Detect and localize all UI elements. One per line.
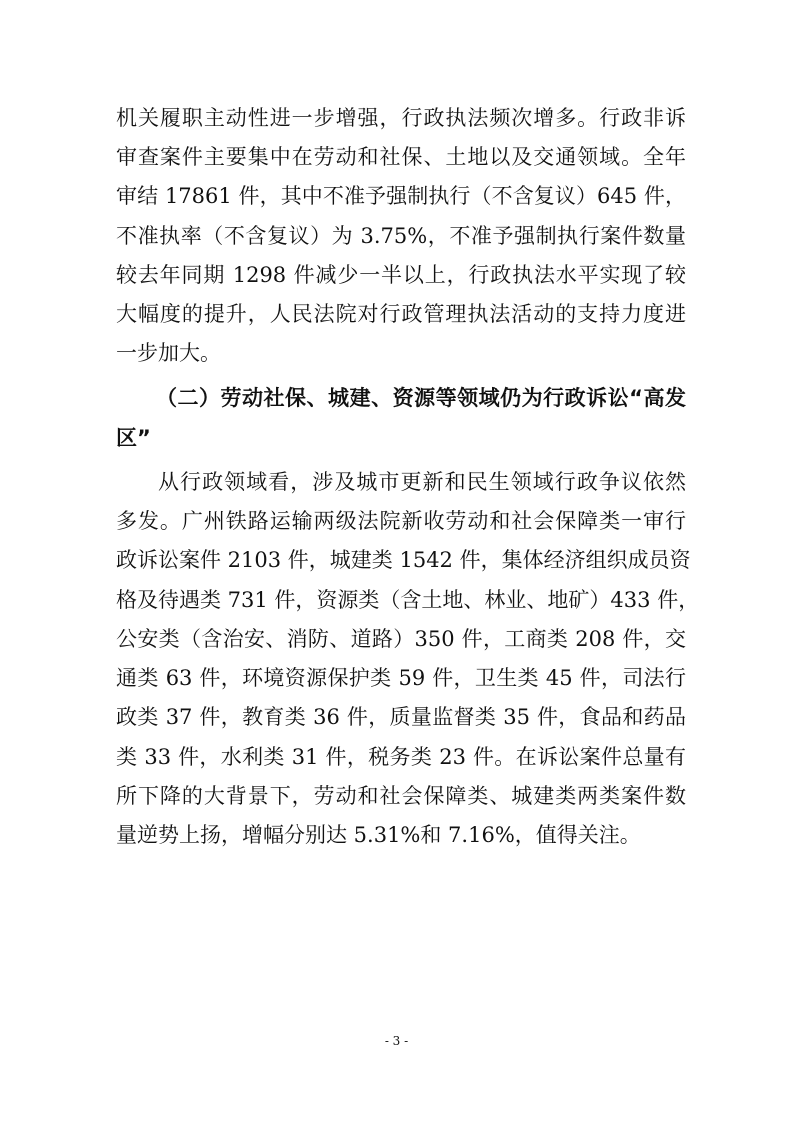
paragraph-1-line-5: 较去年同期 1298 件减少一半以上，行政执法水平实现了较: [116, 263, 686, 287]
paragraph-2-line-1: 从行政领域看，涉及城市更新和民生领域行政争议依然: [158, 470, 686, 494]
paragraph-2-line-5: 公安类（含治安、消防、道路）350 件，工商类 208 件，交: [116, 627, 686, 651]
paragraph-1-line-2: 审查案件主要集中在劳动和社保、土地以及交通领域。全年: [116, 145, 686, 169]
paragraph-1-line-7: 一步加大。: [116, 341, 221, 365]
paragraph-2-line-3: 政诉讼案件 2103 件，城建类 1542 件，集体经济组织成员资: [116, 548, 691, 572]
paragraph-2-line-2: 多发。广州铁路运输两级法院新收劳动和社会保障类一审行: [116, 509, 686, 533]
paragraph-1-line-6: 大幅度的提升，人民法院对行政管理执法活动的支持力度进: [116, 302, 686, 326]
paragraph-2-line-8: 类 33 件，水利类 31 件，税务类 23 件。在诉讼案件总量有: [116, 745, 686, 769]
section-heading-line-1: （二）劳动社保、城建、资源等领域仍为行政诉讼“高发: [156, 386, 686, 410]
paragraph-2-line-7: 政类 37 件，教育类 36 件，质量监督类 35 件，食品和药品: [116, 705, 686, 729]
paragraph-1-line-1: 机关履职主动性进一步增强，行政执法频次增多。行政非诉: [116, 106, 686, 130]
page-number: - 3 -: [384, 1034, 409, 1048]
paragraph-1-line-3: 审结 17861 件，其中不准予强制执行（不含复议）645 件，: [116, 184, 686, 208]
paragraph-2-line-10: 量逆势上扬，增幅分别达 5.31%和 7.16%，值得关注。: [116, 823, 641, 847]
paragraph-2-line-6: 通类 63 件，环境资源保护类 59 件，卫生类 45 件，司法行: [116, 666, 686, 690]
paragraph-2-line-9: 所下降的大背景下，劳动和社会保障类、城建类两类案件数: [116, 784, 686, 808]
paragraph-1-line-4: 不准执率（不含复议）为 3.75%，不准予强制执行案件数量: [116, 224, 686, 248]
section-heading-line-2: 区”: [116, 426, 151, 450]
paragraph-2-line-4: 格及待遇类 731 件，资源类（含土地、林业、地矿）433 件，: [116, 588, 700, 612]
